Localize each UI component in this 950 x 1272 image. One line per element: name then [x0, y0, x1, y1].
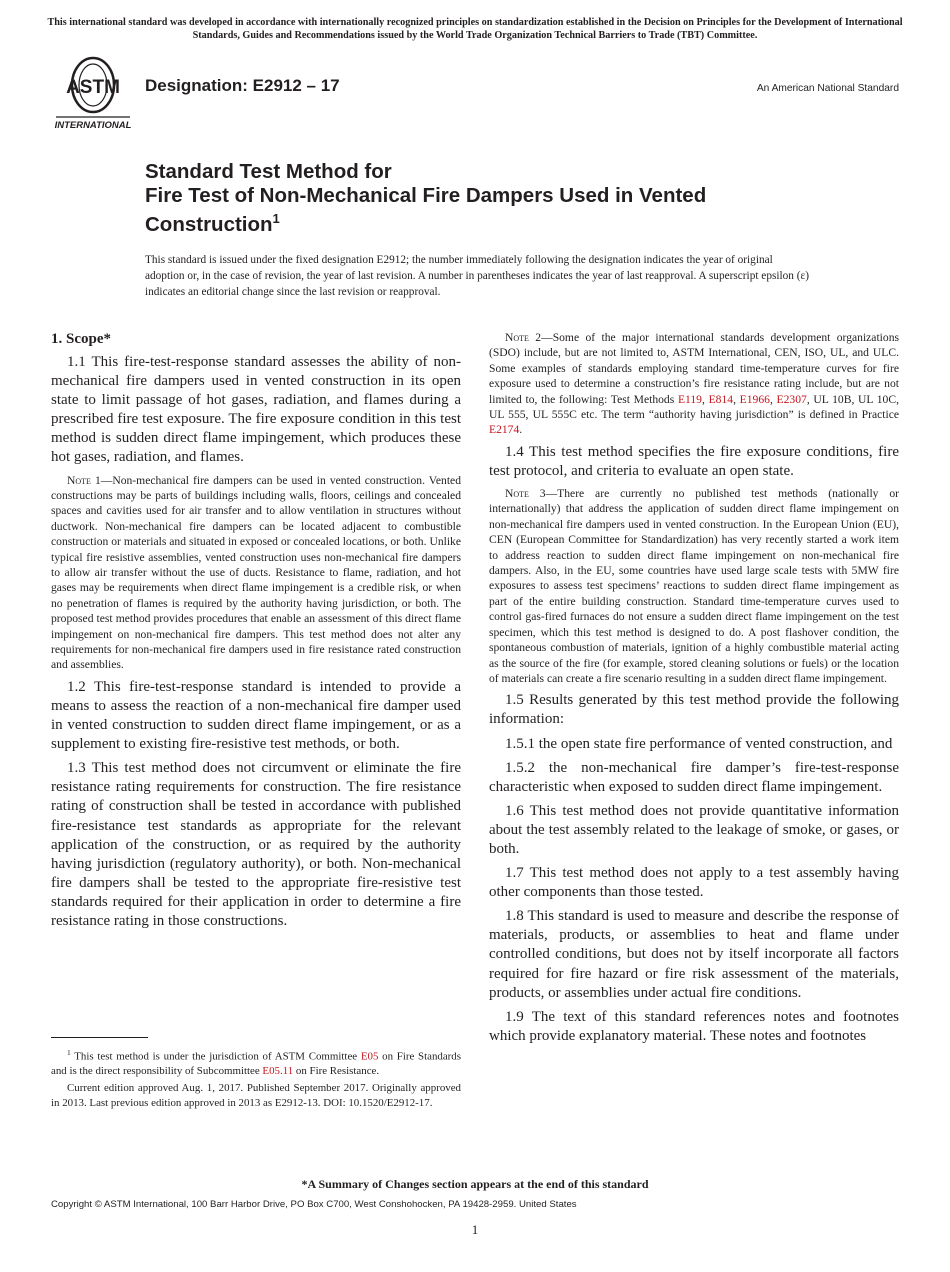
- ref-link-e05[interactable]: E05: [360, 1050, 379, 1063]
- footnote-1-text-b: on Fire Standards and is the direct responsibility of Subcommittee: [51, 1050, 461, 1078]
- footnote-1: [51, 1046, 461, 1078]
- title-line-1: Standard Test Method for: [145, 160, 392, 183]
- paragraph-1-8: 1.8 This standard is used to measure and describe the response of materials, products, or assemblies to heat and flame under controlled conditions, but does not by itself incorporate all factors required for fire hazard or fire risk assessment of the materials, products, or assemblies under actual fire conditions.: [489, 908, 899, 1001]
- ref-link-e814[interactable]: E814: [708, 392, 734, 406]
- paragraph-1-3: 1.3 This test method does not circumvent or eliminate the fire resistance rating requirements for construction. The fire resistance rating of construction shall be tested in accordance with published fire-resistance test standards as appropriate for the relevant application of the construction, or as required by the authority having jurisdiction (regulatory authority), or both. Non-mechanical fire dampers shall be tested to the appropriate fire-resistive test standards required for their application in order to determine a fire resistance rating in those constructions.: [51, 760, 461, 929]
- footnote-divider: [51, 1037, 148, 1038]
- title-line-3-text: Construction: [145, 212, 273, 236]
- paragraph-1-4: 1.4 This test method specifies the fire exposure conditions, fire test protocol, and criteria to evaluate an open state.: [489, 443, 899, 479]
- footnote-1-mark: 1: [67, 1048, 71, 1057]
- designation: Designation: E2912 – 17: [145, 76, 340, 95]
- paragraph-1-1: 1.1 This fire-test-response standard assesses the ability of non-mechanical fire dampers used in vented construction in its open state to limit passage of hot gases, radiation, and flames during a prescribed fire test exposure. The fire exposure condition in this test method is sudden direct flame impingement, which produces these hot gases, radiation, and flames.: [51, 354, 461, 466]
- paragraph-1-5-2: 1.5.2 the non-mechanical fire damper’s fire-test-response characteristic when exposed to sudden direct flame impingement.: [489, 759, 899, 795]
- title-line-3: [145, 207, 865, 236]
- paragraph-1-5: 1.5 Results generated by this test method provide the following information:: [489, 692, 899, 728]
- logo-word: INTERNATIONAL: [54, 120, 132, 131]
- ref-link-e05-11[interactable]: E05.11: [262, 1065, 294, 1078]
- right-column: [489, 330, 899, 1051]
- paragraph-1-5-1: 1.5.1 the open state fire performance of vented construction, and: [505, 735, 893, 752]
- document-title: [145, 160, 865, 236]
- note-2-label: Note 2: [505, 331, 542, 344]
- ref-link-e1966[interactable]: E1966: [739, 392, 770, 406]
- note-2-text-b: , UL 10B, UL 10C, UL 555, UL 555C etc. The term “authority having jurisdiction” is defined in Practice: [489, 392, 899, 422]
- footnote-edition: Current edition approved Aug. 1, 2017. Published September 2017. Originally approved in 2013. Last previous edition approved in 2013 as E2912-13. DOI: 10.1520/E2912-17.: [51, 1082, 461, 1109]
- footnotes: [51, 1046, 461, 1113]
- page-number: 1: [471, 1222, 479, 1237]
- logo-mark: ASTM: [66, 77, 120, 98]
- note-2: Note 2—Some of the major international standards development organizations (SDO) include, but are not limited to, ASTM International, CEN, ISO, UL, and ULC. Some examples of standards employing standard time-temperature curves for fire exposure used to determine a construction’s fire resistance rating include, but are not limited to, the following: Test Methods E119, E814, E1966, E2307, UL 10B, UL 10C, UL 555, UL 555C etc. The term “authority having jurisdiction” is defined in Practice E2174.: [489, 331, 899, 437]
- paragraph-1-7: 1.7 This test method does not apply to a test assembly having other components than those tested.: [489, 865, 899, 901]
- note-3-label: Note 3: [505, 487, 546, 501]
- title-footnote-mark: 1: [272, 211, 280, 226]
- section-heading-scope: 1. Scope*: [51, 331, 111, 347]
- paragraph-1-6: 1.6 This test method does not provide quantitative information about the test assembly related to the leakage of smoke, or gases, or both.: [489, 802, 899, 857]
- summary-of-changes-notice: *A Summary of Changes section appears at the end of this standard: [301, 1177, 649, 1191]
- ref-link-e2174[interactable]: E2174: [489, 423, 520, 437]
- note-2-text-a: —Some of the major international standards development organizations (SDO) include, but are not limited to, ASTM International, CEN, ISO, UL, and ULC. Some examples of standards employing standard time-temperature curves for fire exposure used to determine a construction’s fire resistance rating include, but are not limited to, the following: Test Methods: [489, 331, 899, 406]
- note-1-text: —Non-mechanical fire dampers can be used in vented construction. Vented constructions may be parts of buildings including walls, floors, ceilings and concealed spaces and cavities used for air transfer and to allow ventilation in structures without ductwork. Non-mechanical fire dampers can be located adjacent to combustible construction or materials and situated in exposed or concealed locations, or both. Unlike typical fire resistive assemblies, vented construction uses non-mechanical fire dampers to allow air transfer without the use of ducts. Resistance to flame, radiation, and hot gases may be requirements when direct flame impingement is a credible risk, or when no penetration of flames is required by the authority having jurisdiction, or both. The proposed test method provides procedures that enable an assessment of this direct flame impingement on non-mechanical fire dampers. This test method does not alter any requirements for non-mechanical fire dampers used in fire resistance rated construction and assemblies.: [51, 473, 461, 672]
- note-3-text: —There are currently no published test methods (nationally or internationally) that address the application of sudden direct flame impingement on non-mechanical fire dampers used in vented construction. In the European Union (EU), CEN (European Committee for Standardization) has very recently started a work item to address reaction to sudden direct flame impingement on non-mechanical fire dampers. Also, in the EU, some countries have used large scale tests with 5MW fire exposures to assess test specimens’ reactions to sudden direct flame impingement as part of the entire building construction. Standard time-temperature curves used to control gas-fired furnaces do not ensure a sudden direct flame impingement on the test specimen, which this test method is designed to do. A post flashover condition, the spontaneous combustion of materials, ignition of a highly combustible material acting as the source of the fire (for example, stored cleaning solutions or fuels) or the location of materials can create a fire scenario resulting in a sudden direct flame impingement.: [489, 487, 899, 685]
- copyright: Copyright © ASTM International, 100 Barr Harbor Drive, PO Box C700, West Conshohocken, PA 19428-2959. United States: [51, 1199, 577, 1210]
- paragraph-1-2: 1.2 This fire-test-response standard is intended to provide a means to assess the reaction of a non-mechanical fire damper used in vented construction to sudden direct flame impingement, or as a supplement to existing fire-resistive test methods, or both.: [51, 678, 461, 753]
- left-column: [51, 330, 461, 936]
- astm-logo: [52, 55, 134, 131]
- title-line-2: Fire Test of Non-Mechanical Fire Dampers Used in Vented: [145, 183, 707, 207]
- national-standard-label: An American National Standard: [756, 83, 899, 94]
- top-notice: This international standard was developed in accordance with internationally recognized principles on standardization established in the Decision on Principles for the Development of International Standards, Guides and Recommendations issued by the World Trade Organization Technical Barriers to Trade (TBT) Committee.: [47, 17, 903, 41]
- issued-statement: This standard is issued under the fixed designation E2912; the number immediately following the designation indicates the year of original adoption or, in the case of revision, the year of last revision. A number in parentheses indicates the year of last reapproval. A superscript epsilon (ε) indicates an editorial change since the last revision or reapproval.: [145, 254, 810, 298]
- footnote-1-text-a: This test method is under the jurisdiction of ASTM Committee: [70, 1050, 361, 1063]
- ref-link-e2307[interactable]: E2307: [776, 392, 807, 406]
- note-1: [51, 473, 461, 673]
- note-1-label: Note 1: [67, 473, 101, 487]
- footnote-1-text-c: on Fire Resistance.: [293, 1065, 380, 1078]
- ref-link-e119[interactable]: E119: [677, 392, 702, 406]
- paragraph-1-9: 1.9 The text of this standard references notes and footnotes which provide explanatory material. These notes and footnotes: [489, 1008, 899, 1044]
- note-3: [489, 486, 899, 686]
